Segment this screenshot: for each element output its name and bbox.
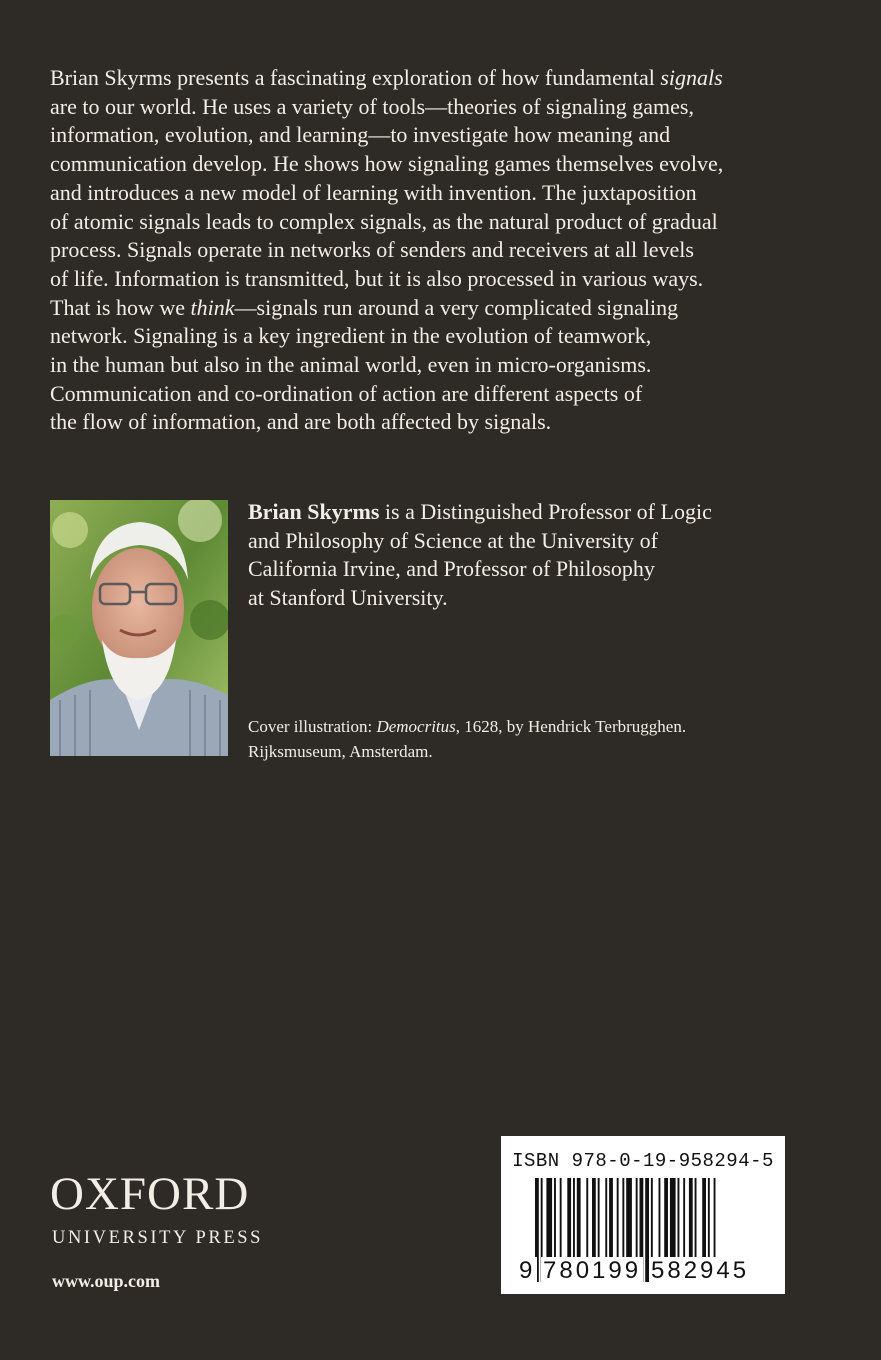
blurb-line: communication develop. He shows how signaling games themselves evolve,: [50, 151, 724, 177]
blurb-line: network. Signaling is a key ingredient in the evolution of teamwork,: [50, 323, 652, 349]
bio-line: at Stanford University.: [248, 585, 448, 611]
blurb-line: and introduces a new model of learning with invention. The juxtaposition: [50, 179, 697, 205]
blurb-line: are to our world. He uses a variety of tools—theories of signaling games,: [50, 93, 694, 119]
author-photo: [50, 500, 228, 756]
publisher-website[interactable]: www.oup.com: [52, 1271, 161, 1291]
author-bio: [248, 498, 808, 613]
bio-line: Brian Skyrms is a Distinguished Professor of Logic: [248, 499, 712, 524]
blurb-line: the flow of information, and are both affected by signals.: [50, 409, 552, 435]
publisher-logo: OXFORD: [50, 1168, 250, 1220]
blurb-line: information, evolution, and learning—to investigate how meaning and: [50, 122, 671, 148]
bio-line: California Irvine, and Professor of Philosophy: [248, 556, 655, 582]
blurb-line: of life. Information is transmitted, but it is also processed in various ways.: [50, 265, 704, 291]
blurb-line: process. Signals operate in networks of senders and receivers at all levels: [50, 237, 694, 263]
blurb-line: Brian Skyrms presents a fascinating exploration of how fundamental signals: [50, 65, 723, 90]
blurb-line: of atomic signals leads to complex signals, as the natural product of gradual: [50, 208, 718, 234]
bio-line: and Philosophy of Science at the University of: [248, 527, 658, 553]
isbn-barcode: ISBN 978-0-19-958294-5 9 780199 582945: [501, 1136, 785, 1294]
publisher-subtitle: UNIVERSITY PRESS: [52, 1228, 264, 1248]
blurb-line: Communication and co-ordination of action are different aspects of: [50, 380, 643, 406]
isbn-number: ISBN 978-0-19-958294-5: [512, 1150, 774, 1172]
blurb-line: That is how we think—signals run around a very complicated signaling: [50, 294, 679, 320]
back-cover-blurb: [50, 64, 840, 437]
blurb-line: in the human but also in the animal world, even in micro-organisms.: [50, 352, 652, 378]
cover-illustration-credit: Cover illustration: Democritus, 1628, by Hendrick Terbrugghen. Rijksmuseum, Amsterdam.: [248, 717, 687, 761]
author-name: Brian Skyrms: [248, 499, 380, 524]
